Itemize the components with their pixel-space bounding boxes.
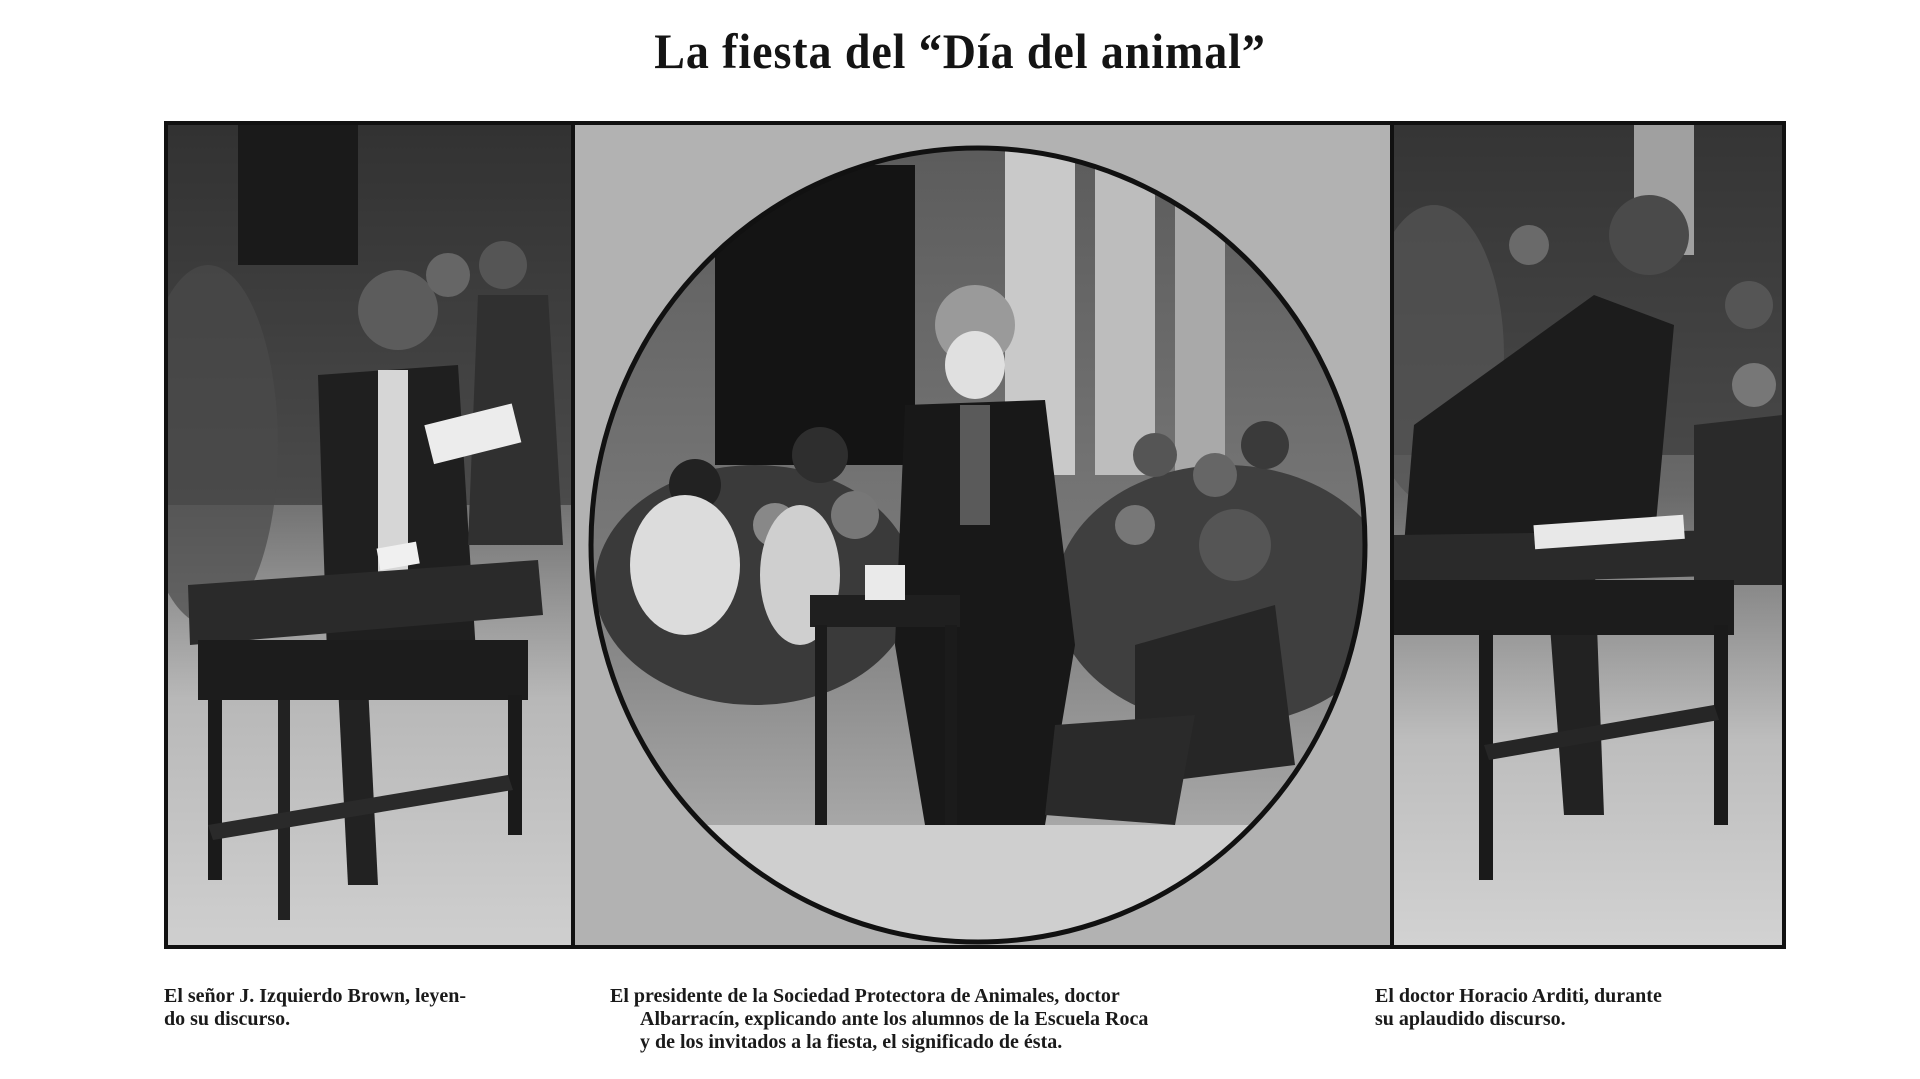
page-title: La fiesta del “Día del animal” <box>654 23 1266 79</box>
caption-center-line-1: El presidente de la Sociedad Protectora de Animales, doctor <box>610 985 1120 1007</box>
photo-left <box>168 125 571 945</box>
photo-center <box>575 125 1390 945</box>
caption-center <box>610 985 1350 1054</box>
caption-right-line-2: su aplaudido discurso. <box>1375 1008 1566 1030</box>
caption-left-line-1: El señor J. Izquierdo Brown, leyen- <box>164 985 467 1007</box>
caption-center-line-3: y de los invitados a la fiesta, el significado de ésta. <box>640 1031 1063 1053</box>
caption-right-line-1: El doctor Horacio Arditi, durante <box>1375 985 1662 1007</box>
photo-left-image <box>168 125 571 945</box>
photo-right <box>1394 125 1782 945</box>
photo-center-image <box>575 125 1390 945</box>
caption-left-line-2: do su discurso. <box>164 1008 291 1030</box>
caption-left <box>164 985 584 1031</box>
caption-right <box>1375 985 1785 1031</box>
photo-right-image <box>1394 125 1782 945</box>
caption-center-line-2: Albarracín, explicando ante los alumnos de la Escuela Roca <box>640 1008 1149 1030</box>
